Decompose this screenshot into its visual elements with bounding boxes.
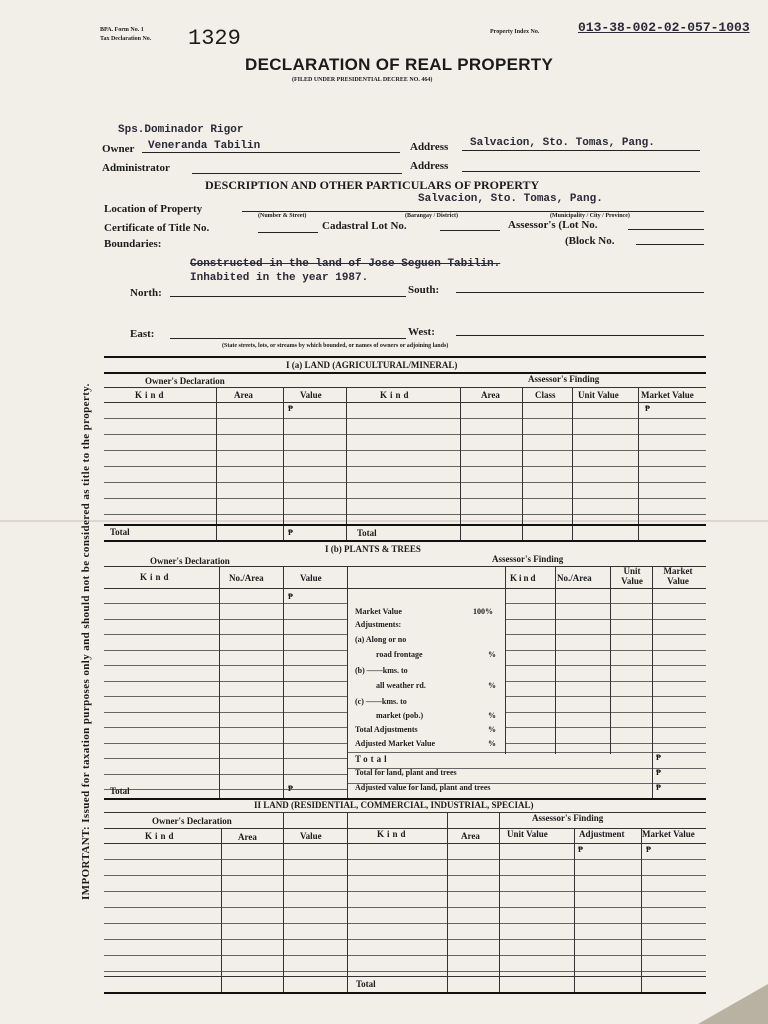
- plants-section-heading: I (b) PLANTS & TREES: [325, 544, 421, 554]
- location-label: Location of Property: [104, 203, 203, 215]
- adjustment-a-percent: %: [488, 650, 496, 659]
- land-assessors-finding: Assessor's Finding: [528, 374, 600, 384]
- location-sub-municipality: (Municipality / City / Province): [550, 213, 630, 219]
- total-adjustments-label: Total Adjustments: [355, 725, 418, 734]
- adjustment-b-line1: (b) ——kms. to: [355, 666, 408, 675]
- land2-col-area-1: Area: [238, 832, 257, 842]
- land2-peso-1: ₱: [578, 845, 583, 854]
- table-row-line: [104, 681, 347, 682]
- table-row-line: [104, 498, 706, 499]
- land-peso-2: ₱: [645, 404, 650, 413]
- plants-total-label: Total: [355, 754, 390, 764]
- property-index-label: Property Index No.: [490, 29, 540, 35]
- land2-col-value-1: Value: [300, 831, 322, 841]
- land2-col-adjustment: Adjustment: [579, 829, 625, 839]
- plants-col-area-1: No./Area: [229, 573, 264, 583]
- plants-col-market-value: Market Value: [663, 566, 693, 586]
- table-row-line: [104, 907, 706, 908]
- land2-assessors-finding: Assessor's Finding: [532, 813, 604, 823]
- table-row-line: [104, 875, 706, 876]
- land2-col-market-value: Market Value: [642, 829, 695, 839]
- table-row-line: [104, 482, 706, 483]
- table-row-line: [104, 696, 347, 697]
- owner-label: Owner: [102, 143, 135, 155]
- north-label: North:: [130, 287, 162, 299]
- land2-col-kind-2: Kind: [377, 829, 409, 839]
- inhabited-note: Inhabited in the year 1987.: [190, 272, 369, 284]
- land-total-peso: ₱: [288, 528, 293, 537]
- west-label: West:: [408, 326, 435, 338]
- adjustment-a-line1: (a) Along or no: [355, 635, 407, 644]
- boundary-instruction: (State streets, lots, or streams by which bounded, or names of owners or adjoining lands): [222, 343, 449, 349]
- land-total-1: Total: [110, 527, 130, 537]
- owner-name-2: Veneranda Tabilin: [148, 140, 261, 152]
- property-index-number: 013-38-002-02-057-1003: [578, 20, 750, 35]
- total-land-plant-peso: ₱: [656, 768, 661, 777]
- table-row-line: [104, 603, 347, 604]
- table-row-line: [104, 939, 706, 940]
- table-row-line: [505, 727, 706, 728]
- boundary-note-struck: Constructed in the land of Jose Seguen Tabilin.: [190, 258, 501, 270]
- location-sub-barangay: (Barangay / District): [405, 213, 458, 219]
- plants-col-kind-1: Kind: [140, 572, 172, 582]
- land-col-market-value: Market Value: [641, 390, 694, 400]
- table-row-line: [104, 665, 347, 666]
- land-owners-declaration: Owner's Declaration: [145, 376, 225, 386]
- table-row-line: [104, 466, 706, 467]
- form-number: BPA. Form No. 1: [100, 27, 144, 33]
- land2-col-area-2: Area: [461, 831, 480, 841]
- table-row-line: [104, 418, 706, 419]
- document-title: DECLARATION OF REAL PROPERTY: [245, 55, 554, 74]
- south-label: South:: [408, 284, 440, 296]
- plants-col-kind-2: Kind: [510, 573, 538, 583]
- table-row-line: [104, 789, 347, 790]
- table-row-line: [104, 514, 706, 515]
- adjustment-b-percent: %: [488, 681, 496, 690]
- plants-total-peso: ₱: [656, 753, 661, 762]
- block-label: (Block No.: [565, 235, 615, 247]
- adjustment-c-line1: (c) ——kms. to: [355, 697, 407, 706]
- adjusted-market-value-percent: %: [488, 739, 496, 748]
- plants-owner-total: Total: [110, 786, 130, 796]
- table-row-line: [104, 712, 347, 713]
- location-sub-street: (Number & Street): [258, 213, 307, 219]
- table-row-line: [505, 696, 706, 697]
- table-row-line: [104, 955, 706, 956]
- owner-address-label: Address: [410, 141, 449, 153]
- boundaries-label: Boundaries:: [104, 238, 162, 250]
- market-value-percent: 100%: [473, 607, 493, 616]
- paper-fold: [0, 520, 768, 522]
- owner-name-1: Sps.Dominador Rigor: [118, 124, 244, 136]
- administrator-address-label: Address: [410, 160, 449, 172]
- adjusted-market-value-label: Adjusted Market Value: [355, 739, 436, 748]
- adjusted-value-land-plant-label: Adjusted value for land, plant and trees: [355, 783, 491, 792]
- tax-declaration-number: 1329: [188, 26, 241, 51]
- plants-col-unit-value: Unit Value: [621, 566, 643, 586]
- important-side-note: IMPORTANT: Issued for taxation purposes only and should not be considered as title to the property.: [80, 383, 92, 900]
- table-row-line: [104, 727, 347, 728]
- land-col-value-1: Value: [300, 390, 322, 400]
- land-peso-1: ₱: [288, 404, 293, 413]
- total-adjustments-percent: %: [488, 725, 496, 734]
- torn-corner: [698, 984, 768, 1024]
- document-subtitle: (FILED UNDER PRESIDENTIAL DECREE NO. 464): [292, 77, 433, 83]
- table-row-line: [505, 743, 706, 744]
- land2-col-unit-value: Unit Value: [507, 829, 548, 839]
- market-value-label: Market Value: [355, 607, 402, 616]
- table-row-line: [104, 619, 347, 620]
- adjustment-b-line2: all weather rd.: [376, 681, 426, 690]
- land-section-heading: I (a) LAND (AGRICULTURAL/MINERAL): [286, 360, 458, 370]
- table-row-line: [104, 891, 706, 892]
- land2-section-heading: II LAND (RESIDENTIAL, COMMERCIAL, INDUSTRIAL, SPECIAL): [254, 800, 534, 810]
- table-row-line: [505, 650, 706, 651]
- table-row-line: [104, 434, 706, 435]
- certificate-title-label: Certificate of Title No.: [104, 222, 210, 234]
- land-total-2: Total: [357, 528, 377, 538]
- plants-col-area-2: No./Area: [557, 573, 592, 583]
- land-col-kind-2: Kind: [380, 390, 412, 400]
- plants-owners-declaration: Owner's Declaration: [150, 556, 230, 566]
- plants-owner-total-peso: ₱: [288, 784, 293, 793]
- cadastral-lot-label: Cadastral Lot No.: [322, 220, 407, 232]
- land-col-area-2: Area: [481, 390, 500, 400]
- table-row-line: [104, 743, 347, 744]
- description-heading: DESCRIPTION AND OTHER PARTICULARS OF PROPERTY: [205, 178, 540, 192]
- east-label: East:: [130, 328, 155, 340]
- table-row-line: [104, 971, 706, 972]
- plants-assessors-finding: Assessor's Finding: [492, 554, 564, 564]
- table-row-line: [104, 774, 347, 775]
- administrator-label: Administrator: [102, 162, 170, 174]
- table-row-line: [505, 634, 706, 635]
- table-row-line: [505, 681, 706, 682]
- land-col-kind-1: Kind: [135, 390, 167, 400]
- table-row-line: [104, 634, 347, 635]
- plants-peso-1: ₱: [288, 592, 293, 601]
- table-row-line: [505, 712, 706, 713]
- adjustment-c-percent: %: [488, 711, 496, 720]
- land-col-class: Class: [535, 390, 556, 400]
- land-col-area-1: Area: [234, 390, 253, 400]
- table-row-line: [104, 450, 706, 451]
- adjustments-label: Adjustments:: [355, 620, 402, 629]
- land2-col-kind-1: Kind: [145, 831, 177, 841]
- table-row-line: [505, 619, 706, 620]
- total-land-plant-label: Total for land, plant and trees: [355, 768, 457, 777]
- table-row-line: [505, 665, 706, 666]
- adjustment-a-line2: road frontage: [376, 650, 423, 659]
- tax-declaration-label: Tax Declaration No.: [100, 36, 152, 42]
- land2-total: Total: [356, 979, 376, 989]
- table-row-line: [104, 859, 706, 860]
- land2-owners-declaration: Owner's Declaration: [152, 816, 232, 826]
- owner-address-value: Salvacion, Sto. Tomas, Pang.: [470, 137, 655, 149]
- table-row-line: [104, 758, 347, 759]
- location-value: Salvacion, Sto. Tomas, Pang.: [418, 193, 603, 205]
- table-row-line: [104, 923, 706, 924]
- table-row-line: [104, 650, 347, 651]
- assessor-lot-label: Assessor's (Lot No.: [508, 219, 598, 231]
- plants-col-value-1: Value: [300, 573, 322, 583]
- adjustment-c-line2: market (pob.): [376, 711, 424, 720]
- table-row-line: [505, 603, 706, 604]
- adjusted-value-land-plant-peso: ₱: [656, 783, 661, 792]
- land-col-unit-value: Unit Value: [578, 390, 619, 400]
- land2-peso-2: ₱: [646, 845, 651, 854]
